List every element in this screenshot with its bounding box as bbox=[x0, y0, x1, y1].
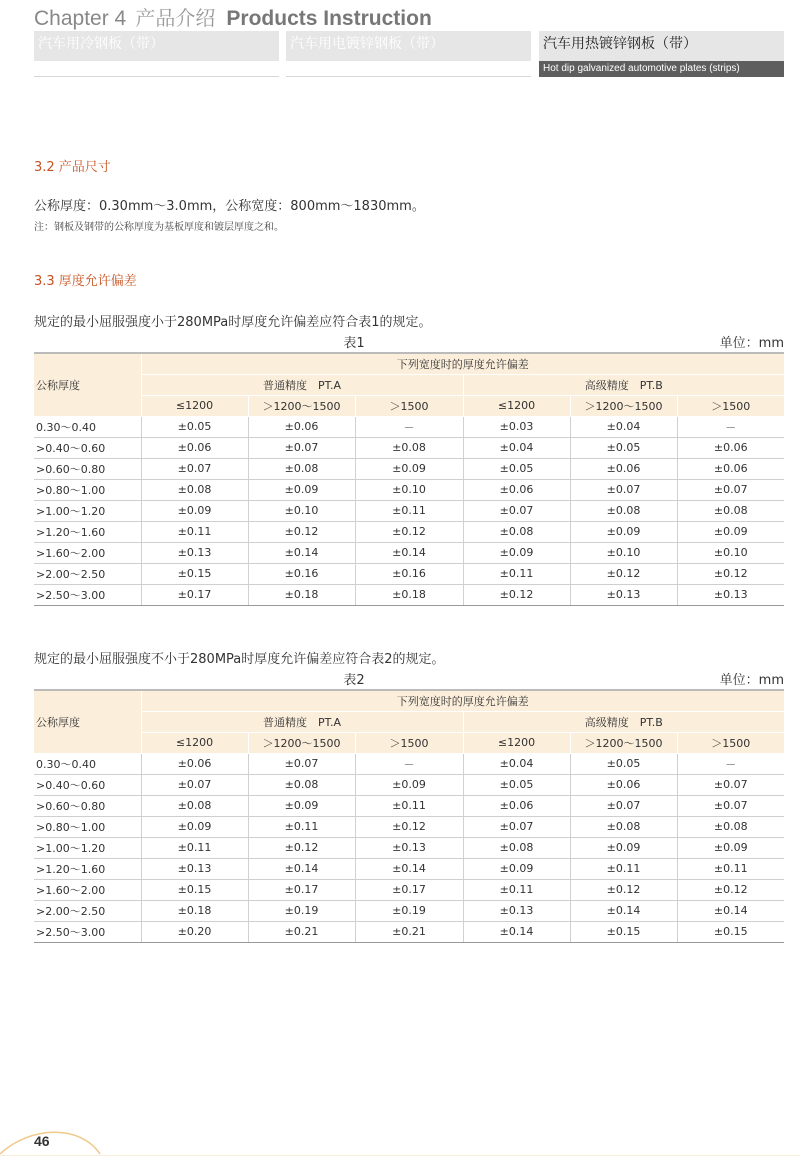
tolerance-cell: ±0.09 bbox=[141, 500, 248, 521]
tolerance-cell: ±0.07 bbox=[677, 774, 784, 795]
tolerance-cell: ±0.07 bbox=[141, 458, 248, 479]
tab-underline bbox=[286, 61, 531, 77]
table1-body bbox=[34, 416, 784, 605]
tab-hot-dip-galvanized[interactable] bbox=[539, 31, 784, 77]
tolerance-cell: ±0.09 bbox=[677, 521, 784, 542]
tolerance-cell: ±0.09 bbox=[355, 458, 463, 479]
table2-caption bbox=[34, 669, 784, 689]
tolerance-cell: ±0.09 bbox=[570, 837, 677, 858]
table1-intro: 规定的最小屈服强度小于280MPa时厚度允许偏差应符合表1的规定。 bbox=[34, 315, 432, 330]
tolerance-cell: ±0.13 bbox=[677, 584, 784, 605]
table2-body bbox=[34, 753, 784, 942]
tolerance-cell: ±0.13 bbox=[355, 837, 463, 858]
header-width: ＞1500 bbox=[355, 395, 463, 416]
table-row bbox=[34, 542, 784, 563]
tolerance-cell: ±0.04 bbox=[463, 753, 570, 774]
tolerance-cell: ±0.14 bbox=[355, 858, 463, 879]
tolerance-cell: ±0.19 bbox=[355, 900, 463, 921]
tolerance-cell: ±0.09 bbox=[463, 858, 570, 879]
tolerance-cell: ±0.10 bbox=[677, 542, 784, 563]
thickness-range-cell: >2.50～3.00 bbox=[34, 921, 141, 942]
tolerance-cell: ±0.05 bbox=[463, 774, 570, 795]
thickness-range-cell: >2.00～2.50 bbox=[34, 900, 141, 921]
tolerance-cell: － bbox=[355, 753, 463, 774]
tolerance-cell: ±0.12 bbox=[677, 563, 784, 584]
table-row bbox=[34, 879, 784, 900]
tab-cold-rolled[interactable] bbox=[34, 31, 279, 77]
thickness-range-cell: >1.20～1.60 bbox=[34, 858, 141, 879]
tolerance-cell: ±0.06 bbox=[248, 416, 355, 437]
thickness-range-cell: >2.00～2.50 bbox=[34, 563, 141, 584]
table2-title: 表2 bbox=[343, 673, 365, 688]
thickness-range-cell: >1.00～1.20 bbox=[34, 500, 141, 521]
header-tolerance-group: 下列宽度时的厚度允许偏差 bbox=[141, 690, 784, 711]
thickness-range-cell: >1.00～1.20 bbox=[34, 837, 141, 858]
tolerance-cell: ±0.07 bbox=[248, 753, 355, 774]
header-width: ＞1500 bbox=[677, 732, 784, 753]
tolerance-cell: ±0.05 bbox=[463, 458, 570, 479]
tolerance-cell: ±0.12 bbox=[463, 584, 570, 605]
tolerance-cell: ±0.12 bbox=[248, 521, 355, 542]
thickness-range-cell: >0.60～0.80 bbox=[34, 458, 141, 479]
tolerance-cell: ±0.18 bbox=[141, 900, 248, 921]
tolerance-cell: ±0.08 bbox=[677, 816, 784, 837]
tolerance-cell: ±0.21 bbox=[248, 921, 355, 942]
table-row bbox=[34, 753, 784, 774]
header-width: ＞1500 bbox=[677, 395, 784, 416]
tolerance-cell: ±0.13 bbox=[463, 900, 570, 921]
table-row bbox=[34, 921, 784, 942]
header-nominal-thickness: 公称厚度 bbox=[34, 353, 141, 416]
tolerance-cell: ±0.14 bbox=[677, 900, 784, 921]
tolerance-cell: ±0.10 bbox=[248, 500, 355, 521]
tolerance-cell: ±0.08 bbox=[141, 479, 248, 500]
tolerance-cell: ±0.10 bbox=[355, 479, 463, 500]
tolerance-cell: ±0.03 bbox=[463, 416, 570, 437]
table-row bbox=[34, 795, 784, 816]
tolerance-cell: ±0.07 bbox=[677, 795, 784, 816]
tolerance-cell: ±0.15 bbox=[677, 921, 784, 942]
tolerance-cell: ±0.06 bbox=[463, 795, 570, 816]
table1-block bbox=[34, 332, 784, 606]
page-number: 46 bbox=[34, 1133, 50, 1149]
table-row bbox=[34, 816, 784, 837]
tolerance-cell: ±0.15 bbox=[141, 879, 248, 900]
tolerance-cell: ±0.07 bbox=[570, 795, 677, 816]
header-width: ≤1200 bbox=[463, 732, 570, 753]
header-nominal-thickness: 公称厚度 bbox=[34, 690, 141, 753]
tolerance-cell: ±0.16 bbox=[248, 563, 355, 584]
header-pt-b: 高级精度 PT.B bbox=[463, 374, 784, 395]
chapter-header bbox=[34, 2, 432, 28]
table-row bbox=[34, 416, 784, 437]
table1-unit: 单位：mm bbox=[719, 336, 784, 351]
tolerance-cell: ±0.09 bbox=[141, 816, 248, 837]
tolerance-cell: ±0.13 bbox=[570, 584, 677, 605]
tolerance-cell: ±0.07 bbox=[677, 479, 784, 500]
thickness-range-cell: >1.60～2.00 bbox=[34, 879, 141, 900]
tolerance-cell: ±0.09 bbox=[570, 521, 677, 542]
tab-label: 汽车用电镀锌钢板（带） bbox=[286, 31, 531, 61]
table2-unit: 单位：mm bbox=[719, 673, 784, 688]
table-row bbox=[34, 437, 784, 458]
tolerance-cell: ±0.07 bbox=[463, 816, 570, 837]
tolerance-cell: ±0.12 bbox=[355, 521, 463, 542]
tolerance-cell: ±0.05 bbox=[141, 416, 248, 437]
table-row bbox=[34, 521, 784, 542]
tolerance-cell: ±0.08 bbox=[463, 521, 570, 542]
thickness-range-cell: >1.20～1.60 bbox=[34, 521, 141, 542]
tolerance-cell: ±0.11 bbox=[463, 563, 570, 584]
dimensions-note: 注：钢板及钢带的公称厚度为基板厚度和镀层厚度之和。 bbox=[34, 222, 284, 233]
table-row bbox=[34, 500, 784, 521]
footer-swoosh-decoration bbox=[0, 1116, 800, 1156]
header-width: ≤1200 bbox=[141, 395, 248, 416]
table2-intro: 规定的最小屈服强度不小于280MPa时厚度允许偏差应符合表2的规定。 bbox=[34, 652, 445, 667]
tolerance-cell: ±0.12 bbox=[355, 816, 463, 837]
tolerance-cell: ±0.06 bbox=[677, 458, 784, 479]
table1 bbox=[34, 352, 784, 606]
table1-title: 表1 bbox=[343, 336, 365, 351]
tolerance-cell: ±0.09 bbox=[677, 837, 784, 858]
tolerance-cell: ±0.07 bbox=[463, 500, 570, 521]
header-width: ＞1200～1500 bbox=[570, 732, 677, 753]
tolerance-cell: ±0.15 bbox=[570, 921, 677, 942]
product-tabs bbox=[34, 31, 784, 77]
tolerance-cell: ±0.04 bbox=[570, 416, 677, 437]
header-width: ＞1200～1500 bbox=[570, 395, 677, 416]
tolerance-cell: ±0.06 bbox=[463, 479, 570, 500]
tolerance-cell: ±0.06 bbox=[141, 753, 248, 774]
tolerance-cell: ±0.12 bbox=[248, 837, 355, 858]
tolerance-cell: ±0.08 bbox=[463, 837, 570, 858]
tolerance-cell: ±0.05 bbox=[570, 437, 677, 458]
tolerance-cell: ±0.08 bbox=[570, 500, 677, 521]
table-row bbox=[34, 479, 784, 500]
tolerance-cell: ±0.09 bbox=[248, 795, 355, 816]
chapter-title-en: Products Instruction bbox=[226, 7, 432, 30]
tolerance-cell: ±0.17 bbox=[355, 879, 463, 900]
tolerance-cell: ±0.06 bbox=[677, 437, 784, 458]
tolerance-cell: ±0.05 bbox=[570, 753, 677, 774]
tolerance-cell: ±0.10 bbox=[570, 542, 677, 563]
table-row bbox=[34, 458, 784, 479]
tolerance-cell: ±0.11 bbox=[248, 816, 355, 837]
chapter-number: Chapter 4 bbox=[34, 7, 127, 30]
tolerance-cell: ±0.13 bbox=[141, 542, 248, 563]
table2-block bbox=[34, 669, 784, 943]
tolerance-cell: ±0.14 bbox=[355, 542, 463, 563]
section-heading-dimensions: 3.2 产品尺寸 bbox=[34, 160, 111, 175]
thickness-range-cell: >0.80～1.00 bbox=[34, 816, 141, 837]
thickness-range-cell: >0.40～0.60 bbox=[34, 437, 141, 458]
tab-label: 汽车用冷钢板（带） bbox=[34, 31, 279, 61]
tolerance-cell: ±0.08 bbox=[248, 458, 355, 479]
tolerance-cell: ±0.11 bbox=[570, 858, 677, 879]
tolerance-cell: ±0.08 bbox=[677, 500, 784, 521]
tab-underline bbox=[34, 61, 279, 77]
tolerance-cell: ±0.09 bbox=[355, 774, 463, 795]
tolerance-cell: ±0.07 bbox=[248, 437, 355, 458]
tolerance-cell: ±0.17 bbox=[248, 879, 355, 900]
thickness-range-cell: 0.30～0.40 bbox=[34, 416, 141, 437]
tolerance-cell: ±0.07 bbox=[141, 774, 248, 795]
tolerance-cell: ±0.14 bbox=[248, 542, 355, 563]
tolerance-cell: － bbox=[355, 416, 463, 437]
table-row bbox=[34, 900, 784, 921]
tolerance-cell: ±0.15 bbox=[141, 563, 248, 584]
section-heading-tolerance: 3.3 厚度允许偏差 bbox=[34, 274, 137, 289]
header-pt-b: 高级精度 PT.B bbox=[463, 711, 784, 732]
tolerance-cell: ±0.12 bbox=[570, 879, 677, 900]
header-pt-a: 普通精度 PT.A bbox=[141, 374, 463, 395]
tolerance-cell: ±0.19 bbox=[248, 900, 355, 921]
tolerance-cell: ±0.11 bbox=[355, 500, 463, 521]
tolerance-cell: ±0.12 bbox=[677, 879, 784, 900]
tolerance-cell: ±0.06 bbox=[141, 437, 248, 458]
table-row bbox=[34, 563, 784, 584]
header-width: ＞1500 bbox=[355, 732, 463, 753]
tolerance-cell: ±0.06 bbox=[570, 458, 677, 479]
tab-label: 汽车用热镀锌钢板（带） bbox=[539, 31, 784, 61]
tolerance-cell: ±0.11 bbox=[677, 858, 784, 879]
tolerance-cell: ±0.08 bbox=[248, 774, 355, 795]
table-row bbox=[34, 774, 784, 795]
header-width: ≤1200 bbox=[463, 395, 570, 416]
tolerance-cell: ±0.17 bbox=[141, 584, 248, 605]
tolerance-cell: ±0.14 bbox=[248, 858, 355, 879]
tab-electro-galvanized[interactable] bbox=[286, 31, 531, 77]
tolerance-cell: ±0.13 bbox=[141, 858, 248, 879]
thickness-range-cell: >1.60～2.00 bbox=[34, 542, 141, 563]
thickness-range-cell: 0.30～0.40 bbox=[34, 753, 141, 774]
tolerance-cell: ±0.14 bbox=[570, 900, 677, 921]
tolerance-cell: ±0.08 bbox=[141, 795, 248, 816]
table-row bbox=[34, 584, 784, 605]
tolerance-cell: － bbox=[677, 416, 784, 437]
tolerance-cell: ±0.11 bbox=[463, 879, 570, 900]
tolerance-cell: ±0.11 bbox=[141, 837, 248, 858]
tolerance-cell: ±0.08 bbox=[355, 437, 463, 458]
table2 bbox=[34, 689, 784, 943]
header-pt-a: 普通精度 PT.A bbox=[141, 711, 463, 732]
tolerance-cell: ±0.16 bbox=[355, 563, 463, 584]
tolerance-cell: ±0.07 bbox=[570, 479, 677, 500]
tolerance-cell: ±0.18 bbox=[355, 584, 463, 605]
tolerance-cell: ±0.21 bbox=[355, 921, 463, 942]
thickness-range-cell: >0.60～0.80 bbox=[34, 795, 141, 816]
tolerance-cell: ±0.20 bbox=[141, 921, 248, 942]
tolerance-cell: ±0.11 bbox=[355, 795, 463, 816]
tolerance-cell: ±0.08 bbox=[570, 816, 677, 837]
tolerance-cell: ±0.12 bbox=[570, 563, 677, 584]
thickness-range-cell: >0.80～1.00 bbox=[34, 479, 141, 500]
tab-sublabel: Hot dip galvanized automotive plates (strips) bbox=[539, 61, 784, 77]
thickness-range-cell: >2.50～3.00 bbox=[34, 584, 141, 605]
header-width: ＞1200～1500 bbox=[248, 732, 355, 753]
tolerance-cell: ±0.09 bbox=[463, 542, 570, 563]
header-tolerance-group: 下列宽度时的厚度允许偏差 bbox=[141, 353, 784, 374]
table-row bbox=[34, 858, 784, 879]
dimensions-text: 公称厚度：0.30mm～3.0mm，公称宽度：800mm～1830mm。 bbox=[34, 199, 425, 214]
tolerance-cell: ±0.18 bbox=[248, 584, 355, 605]
header-width: ≤1200 bbox=[141, 732, 248, 753]
table-row bbox=[34, 837, 784, 858]
chapter-title-cn: 产品介绍 bbox=[135, 6, 216, 30]
tolerance-cell: － bbox=[677, 753, 784, 774]
thickness-range-cell: >0.40～0.60 bbox=[34, 774, 141, 795]
tolerance-cell: ±0.04 bbox=[463, 437, 570, 458]
tolerance-cell: ±0.09 bbox=[248, 479, 355, 500]
tolerance-cell: ±0.14 bbox=[463, 921, 570, 942]
tolerance-cell: ±0.06 bbox=[570, 774, 677, 795]
header-width: ＞1200～1500 bbox=[248, 395, 355, 416]
tolerance-cell: ±0.11 bbox=[141, 521, 248, 542]
table1-caption bbox=[34, 332, 784, 352]
